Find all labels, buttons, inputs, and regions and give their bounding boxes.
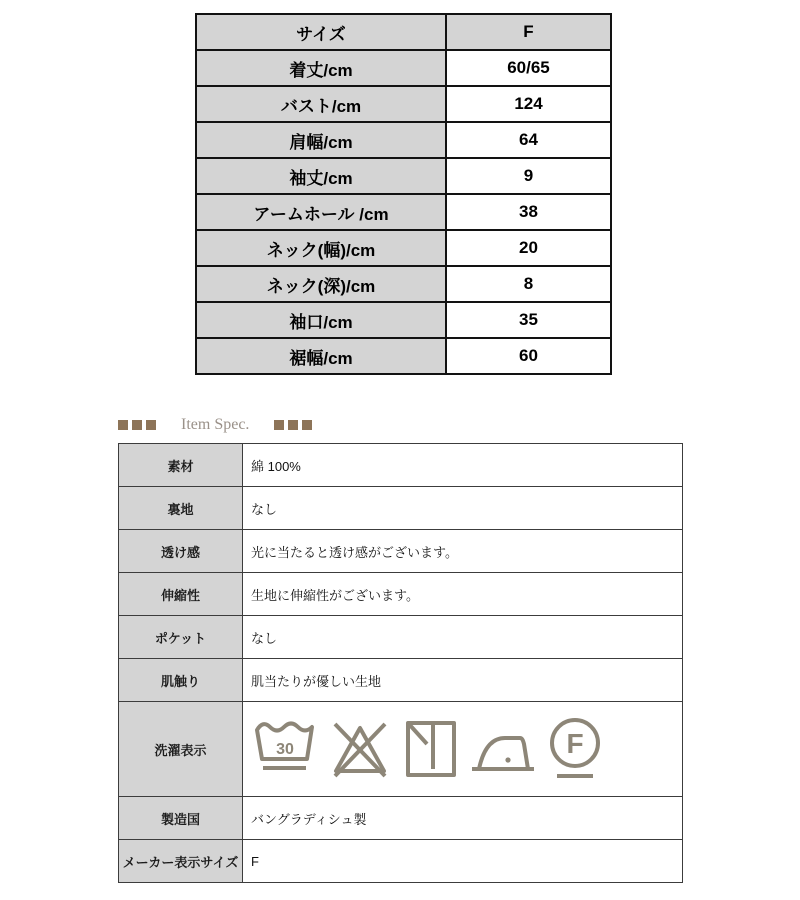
care-icons-cell (243, 702, 683, 797)
spec-row-value: なし (243, 487, 683, 530)
item-spec-title: Item Spec. (181, 416, 250, 433)
spec-row-label: ポケット (119, 616, 243, 659)
spec-row-value: 生地に伸縮性がございます。 (243, 573, 683, 616)
spec-table-row (119, 659, 683, 702)
size-row-value: 20 (446, 230, 611, 266)
dry-clean-f-gentle-icon (543, 716, 607, 782)
size-row-value: 64 (446, 122, 611, 158)
size-row-label: アームホール /cm (196, 194, 446, 230)
spec-row-value: F (243, 840, 683, 883)
spec-row-value: バングラディシュ製 (243, 797, 683, 840)
wash-30-gentle-icon (251, 717, 321, 781)
spec-row-label: 素材 (119, 444, 243, 487)
spec-table-row (119, 797, 683, 840)
spec-table-row (119, 840, 683, 883)
size-table-row (196, 302, 611, 338)
size-row-value: 9 (446, 158, 611, 194)
size-row-label: バスト/cm (196, 86, 446, 122)
do-not-bleach-icon (328, 717, 392, 781)
size-table-row (196, 158, 611, 194)
size-table-header-label: サイズ (196, 14, 446, 50)
size-row-value: 8 (446, 266, 611, 302)
spec-row-label: 製造国 (119, 797, 243, 840)
size-row-value: 60/65 (446, 50, 611, 86)
size-row-label: 袖口/cm (196, 302, 446, 338)
decor-squares-right-icon (274, 420, 312, 430)
size-row-label: 袖丈/cm (196, 158, 446, 194)
size-row-value: 38 (446, 194, 611, 230)
size-table-header-value: F (446, 14, 611, 50)
size-row-label: ネック(幅)/cm (196, 230, 446, 266)
spec-row-label: 洗濯表示 (119, 702, 243, 797)
spec-table-row (119, 444, 683, 487)
size-table (195, 13, 612, 375)
spec-row-value: 肌当たりが優しい生地 (243, 659, 683, 702)
spec-row-label: 伸縮性 (119, 573, 243, 616)
size-row-label: 着丈/cm (196, 50, 446, 86)
size-table-row (196, 194, 611, 230)
size-table-row (196, 266, 611, 302)
spec-table-row (119, 616, 683, 659)
size-table-row (196, 86, 611, 122)
spec-row-label: 透け感 (119, 530, 243, 573)
hang-dry-in-shade-icon (399, 717, 463, 781)
size-row-value: 60 (446, 338, 611, 374)
laundry-care-icons (251, 716, 682, 782)
spec-table-row (119, 487, 683, 530)
spec-row-label: 肌触り (119, 659, 243, 702)
svg-text:30: 30 (276, 741, 294, 758)
spec-table-row (119, 530, 683, 573)
svg-text:F: F (566, 728, 584, 759)
size-row-value: 35 (446, 302, 611, 338)
spec-row-value: 光に当たると透け感がございます。 (243, 530, 683, 573)
size-table-row (196, 50, 611, 86)
decor-squares-left-icon (118, 420, 156, 430)
size-table-row (196, 338, 611, 374)
spec-table (118, 443, 683, 883)
spec-table-row (119, 573, 683, 616)
spec-table-row (119, 702, 683, 797)
size-row-label: ネック(深)/cm (196, 266, 446, 302)
spec-row-value: 綿 100% (243, 444, 683, 487)
size-table-header-row (196, 14, 611, 50)
size-row-label: 裾幅/cm (196, 338, 446, 374)
size-row-value: 124 (446, 86, 611, 122)
iron-low-one-dot-icon (470, 717, 536, 781)
size-table-row (196, 122, 611, 158)
spec-row-value: なし (243, 616, 683, 659)
spec-row-label: 裏地 (119, 487, 243, 530)
size-row-label: 肩幅/cm (196, 122, 446, 158)
spec-row-label: メーカー表示サイズ (119, 840, 243, 883)
item-spec-heading (118, 417, 312, 433)
size-table-row (196, 230, 611, 266)
